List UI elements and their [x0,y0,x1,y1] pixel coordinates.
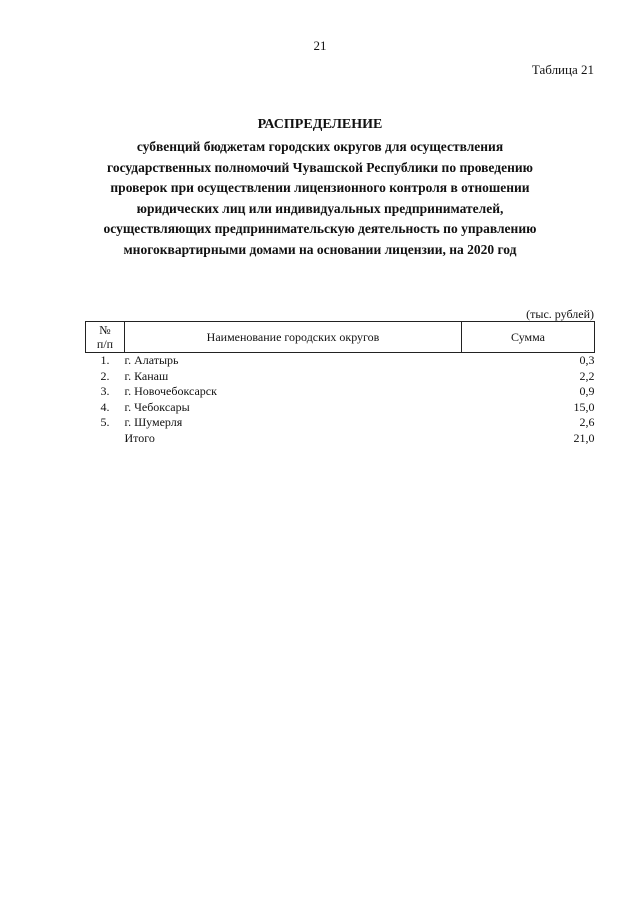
subtitle-line: многоквартирными домами на основании лицензии, на 2020 год [123,241,517,257]
table-label: Таблица 21 [531,62,594,77]
distribution-table [85,321,595,446]
row-sum: 0,9 [579,384,595,399]
subtitle-line: осуществляющих предпринимательскую деятельность по управлению [103,221,537,236]
header-name: Наименование городских округов [125,322,462,353]
row-number: 4. [100,399,110,414]
document-title: РАСПРЕДЕЛЕНИЕ [257,117,383,132]
total-number [86,431,125,447]
row-sum: 15,0 [573,399,595,414]
row-number: 5. [100,415,110,430]
table-header-row [86,322,595,353]
row-number: 2. [100,368,110,383]
row-number: 1. [100,353,110,368]
row-name: г. Новочебоксарск [124,384,217,399]
total-row [86,431,595,447]
table-row [86,400,595,416]
row-name: г. Шумерля [124,415,183,430]
document-subtitle [60,137,580,260]
header-number-symbol: № [99,323,111,337]
header-number-abbr: п/п [96,337,114,351]
row-name: г. Чебоксары [124,399,190,414]
table-row [86,384,595,400]
total-label: Итого [124,430,155,445]
header-sum: Сумма [462,322,595,353]
units-label: (тыс. рублей) [526,307,594,321]
subtitle-line: проверок при осуществлении лицензионного контроля в отношении [110,180,530,195]
table-row [86,415,595,431]
total-sum: 21,0 [573,430,595,445]
row-name: г. Канаш [124,368,169,383]
row-sum: 2,6 [579,415,595,430]
table-row [86,369,595,385]
page-number: 21 [313,38,327,53]
subtitle-line: государственных полномочий Чувашской Республики по проведению [107,159,533,175]
subtitle-line: субвенций бюджетам городских округов для осуществления [136,139,504,154]
header-number [86,322,125,353]
table-row [86,353,595,369]
row-name: г. Алатырь [124,353,179,368]
row-sum: 2,2 [579,368,595,383]
row-number: 3. [100,384,110,399]
subtitle-line: юридических лиц или индивидуальных предпринимателей, [136,200,504,216]
row-sum: 0,3 [579,353,595,368]
